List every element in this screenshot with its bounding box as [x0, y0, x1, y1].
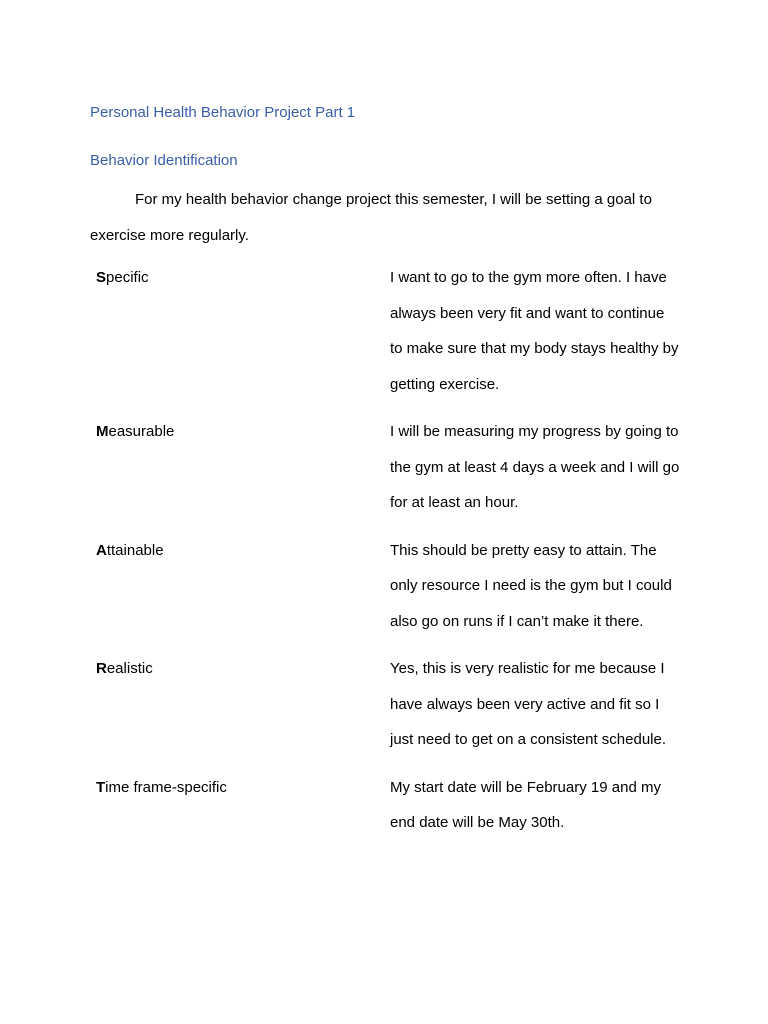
smart-label-time-frame — [96, 770, 390, 841]
smart-label-attainable — [96, 533, 390, 640]
smart-label-initial: T — [96, 778, 106, 796]
smart-description-specific: I want to go to the gym more often. I have always been very fit and want to continue to make sure that my body stays healthy by getting exercise. — [390, 269, 679, 393]
smart-label-rest: ealistic — [106, 660, 153, 677]
smart-row-measurable — [96, 414, 686, 521]
smart-label-rest: easurable — [108, 423, 175, 440]
smart-label-specific — [96, 260, 390, 402]
smart-row-realistic — [96, 651, 686, 758]
smart-label-initial: R — [96, 660, 107, 677]
section-heading: Behavior Identification — [90, 152, 238, 169]
intro-paragraph: For my health behavior change project this semester, I will be setting a goal to exercise more regularly. — [90, 191, 652, 244]
smart-description-attainable: This should be pretty easy to attain. The only resource I need is the gym but I could also go on runs if I can’t make it there. — [390, 541, 672, 630]
smart-row-attainable — [96, 533, 686, 640]
smart-description-time-frame: My start date will be February 19 and my end date will be May 30th. — [390, 778, 661, 831]
smart-description-realistic: Yes, this is very realistic for me because I have always been very active and fit so I just need to get on a consistent schedule. — [390, 660, 667, 748]
smart-row-time-frame — [96, 770, 686, 841]
smart-row-specific — [96, 260, 686, 402]
smart-label-initial: A — [96, 541, 107, 559]
document-title: Personal Health Behavior Project Part 1 — [90, 104, 356, 121]
smart-description-measurable: I will be measuring my progress by going to the gym at least 4 days a week and I will go for at least an hour. — [390, 423, 680, 511]
smart-label-rest: ime frame-specific — [105, 778, 227, 796]
smart-goals-table — [96, 260, 686, 853]
smart-label-initial: M — [96, 423, 109, 440]
smart-label-initial: S — [96, 269, 107, 286]
smart-label-measurable — [96, 414, 390, 521]
smart-label-rest: ttainable — [106, 541, 164, 559]
smart-label-realistic — [96, 651, 390, 758]
smart-label-rest: pecific — [106, 269, 149, 286]
